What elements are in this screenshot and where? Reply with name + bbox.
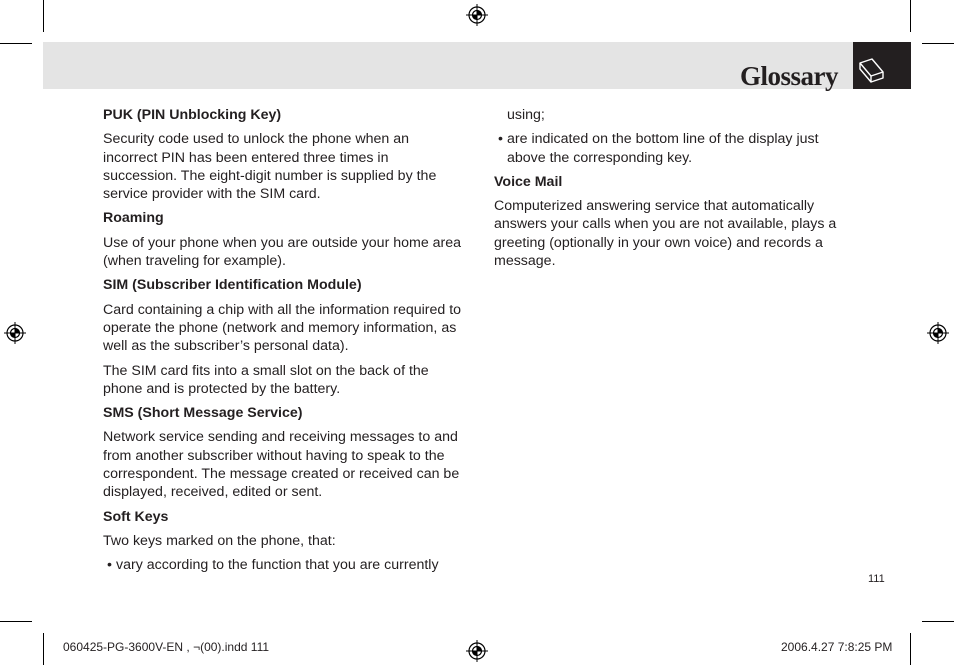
header-band <box>43 42 853 89</box>
crop-mark <box>43 633 44 665</box>
glossary-term: SMS (Short Message Service) <box>103 405 303 422</box>
glossary-term: Soft Keys <box>103 508 169 525</box>
book-icon <box>853 42 911 89</box>
crop-mark <box>922 621 954 622</box>
crop-mark <box>922 43 954 44</box>
crop-mark <box>910 633 911 665</box>
crop-mark <box>0 621 32 622</box>
registration-mark-icon <box>466 4 488 26</box>
footer-filename: 060425-PG-3600V-EN , ¬(00).indd 111 <box>63 640 270 654</box>
header-tab <box>853 42 911 89</box>
footer-timestamp: 2006.4.27 7:8:25 PM <box>781 640 893 654</box>
glossary-definition: Card containing a chip with all the information required to operate the phone (network and memory information, as well as the subscriber’s personal data). <box>103 301 462 355</box>
glossary-definition: Two keys marked on the phone, that: <box>103 532 336 549</box>
page-number: 111 <box>868 573 885 585</box>
registration-mark-icon <box>927 322 949 344</box>
registration-mark-icon <box>466 640 488 662</box>
left-column <box>103 106 465 581</box>
continued-text: using; <box>507 107 545 123</box>
glossary-term: Roaming <box>103 210 164 227</box>
right-column <box>494 106 839 276</box>
crop-mark <box>0 43 32 44</box>
glossary-definition: The SIM card fits into a small slot on the back of the phone and is protected by the battery. <box>103 362 429 397</box>
bullet-item <box>494 130 839 167</box>
crop-mark <box>43 0 44 32</box>
page-title: Glossary <box>739 61 838 91</box>
bullet-text: are indicated on the bottom line of the display just above the corresponding key. <box>507 131 819 166</box>
bullet-item <box>103 556 465 574</box>
glossary-term: SIM (Subscriber Identification Module) <box>103 277 362 294</box>
bullet-text: vary according to the function that you are currently <box>116 557 439 574</box>
bullet-icon: • <box>498 131 503 148</box>
glossary-definition: Computerized answering service that automatically answers your calls when you are not available, plays a greeting (optionally in your own voice) and records a message. <box>494 198 837 270</box>
glossary-term: PUK (PIN Unblocking Key) <box>103 107 282 123</box>
glossary-term: Voice Mail <box>494 173 563 190</box>
glossary-definition: Use of your phone when you are outside your home area (when traveling for example). <box>103 234 462 270</box>
crop-mark <box>910 0 911 32</box>
registration-mark-icon <box>4 322 26 344</box>
glossary-definition: Security code used to unlock the phone when an incorrect PIN has been entered three times in succession. The eight-digit number is supplied by the service provider with the SIM card. <box>103 131 437 203</box>
glossary-definition: Network service sending and receiving messages to and from another subscriber without having to speak to the correspondent. The message created or received can be displayed, received, edited or sent. <box>103 429 460 501</box>
bullet-icon: • <box>107 557 112 574</box>
